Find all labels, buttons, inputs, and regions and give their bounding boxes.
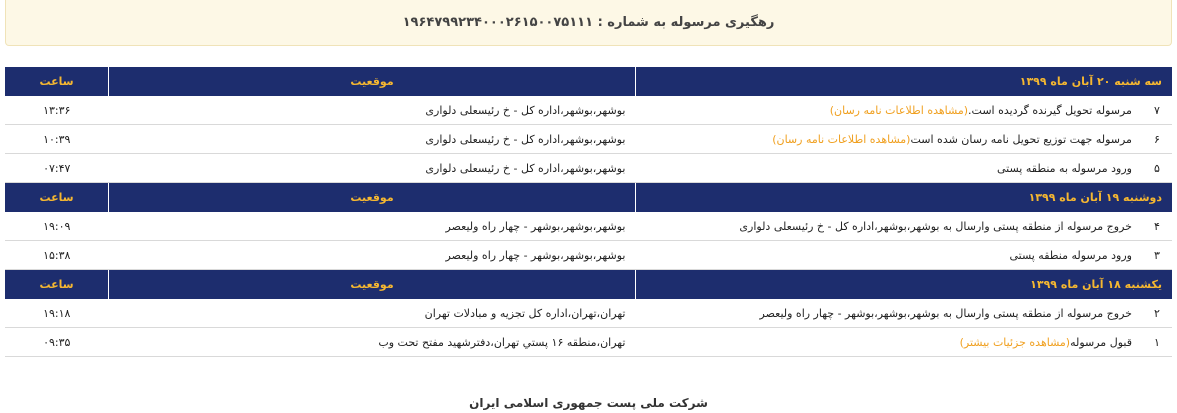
tracking-title-bar — [5, 0, 1172, 46]
date-header: سه شنبه ۲۰ آبان ماه ۱۳۹۹ — [635, 67, 1172, 96]
table-row — [5, 328, 1172, 357]
location-column-header: موقعیت — [109, 67, 636, 96]
event-description — [635, 328, 1142, 357]
event-description — [635, 125, 1142, 154]
table-row — [5, 299, 1172, 328]
event-location: تهران،تهران،اداره کل تجزیه و مبادلات تهران — [109, 299, 636, 328]
location-column-header: موقعیت — [109, 270, 636, 300]
event-text: مرسوله تحویل گیرنده گردیده است. — [968, 103, 1132, 117]
event-time: ۱۹:۰۹ — [5, 212, 109, 241]
row-number: ۱ — [1142, 328, 1172, 357]
event-location: بوشهر،بوشهر،بوشهر - چهار راه ولیعصر — [109, 241, 636, 270]
date-header-row — [5, 183, 1172, 213]
row-number: ۶ — [1142, 125, 1172, 154]
event-time: ۱۹:۱۸ — [5, 299, 109, 328]
event-location: بوشهر،بوشهر،اداره کل - خ رئیسعلی دلواری — [109, 96, 636, 125]
table-row — [5, 125, 1172, 154]
row-number: ۷ — [1142, 96, 1172, 125]
event-time: ۰۷:۴۷ — [5, 154, 109, 183]
event-location: تهران،منطقه ۱۶ پستي تهران،دفترشهید مفتح تحت وب — [109, 328, 636, 357]
event-time: ۱۳:۳۶ — [5, 96, 109, 125]
date-header-row — [5, 67, 1172, 96]
event-time: ۱۰:۳۹ — [5, 125, 109, 154]
tracking-title: رهگیری مرسوله به شماره : ۱۹۶۴۷۹۹۲۳۴۰۰۰۲۶۱۵۰۰۷۵۱۱۱ — [402, 15, 775, 30]
table-row — [5, 241, 1172, 270]
footer-company-name: شرکت ملی پست جمهوری اسلامی ایران — [469, 396, 708, 410]
tracking-table — [5, 67, 1172, 357]
date-header: دوشنبه ۱۹ آبان ماه ۱۳۹۹ — [635, 183, 1172, 213]
event-location: بوشهر،بوشهر،اداره کل - خ رئیسعلی دلواری — [109, 154, 636, 183]
table-row — [5, 212, 1172, 241]
date-header-row — [5, 270, 1172, 300]
event-description — [635, 212, 1142, 241]
event-location: بوشهر،بوشهر،بوشهر - چهار راه ولیعصر — [109, 212, 636, 241]
table-row — [5, 96, 1172, 125]
table-row — [5, 154, 1172, 183]
event-description — [635, 299, 1142, 328]
event-description — [635, 96, 1142, 125]
event-text: خروج مرسوله از منطقه پستی وارسال به بوشهر،بوشهر،بوشهر - چهار راه ولیعصر — [759, 306, 1132, 320]
event-text: ورود مرسوله به منطقه پستی — [997, 161, 1132, 175]
time-column-header: ساعت — [5, 67, 109, 96]
event-text: مرسوله جهت توزیع تحویل نامه رسان شده است — [910, 132, 1132, 146]
row-number: ۳ — [1142, 241, 1172, 270]
time-column-header: ساعت — [5, 270, 109, 300]
view-more-details-link[interactable]: (مشاهده جزئیات بیشتر) — [959, 335, 1071, 349]
location-column-header: موقعیت — [109, 183, 636, 213]
event-description — [635, 241, 1142, 270]
event-text: ورود مرسوله منطقه پستی — [1009, 248, 1132, 262]
row-number: ۴ — [1142, 212, 1172, 241]
view-courier-info-link[interactable]: (مشاهده اطلاعات نامه رسان) — [772, 132, 911, 146]
event-text: قبول مرسوله — [1070, 335, 1132, 349]
date-header: یکشنبه ۱۸ آبان ماه ۱۳۹۹ — [635, 270, 1172, 300]
event-text: خروج مرسوله از منطقه پستی وارسال به بوشهر،بوشهر،اداره کل - خ رئیسعلی دلواری — [739, 219, 1132, 233]
event-location: بوشهر،بوشهر،اداره کل - خ رئیسعلی دلواری — [109, 125, 636, 154]
time-column-header: ساعت — [5, 183, 109, 213]
event-description — [635, 154, 1142, 183]
row-number: ۵ — [1142, 154, 1172, 183]
view-courier-info-link[interactable]: (مشاهده اطلاعات نامه رسان) — [829, 103, 969, 117]
event-time: ۱۵:۳۸ — [5, 241, 109, 270]
event-time: ۰۹:۳۵ — [5, 328, 109, 357]
row-number: ۲ — [1142, 299, 1172, 328]
